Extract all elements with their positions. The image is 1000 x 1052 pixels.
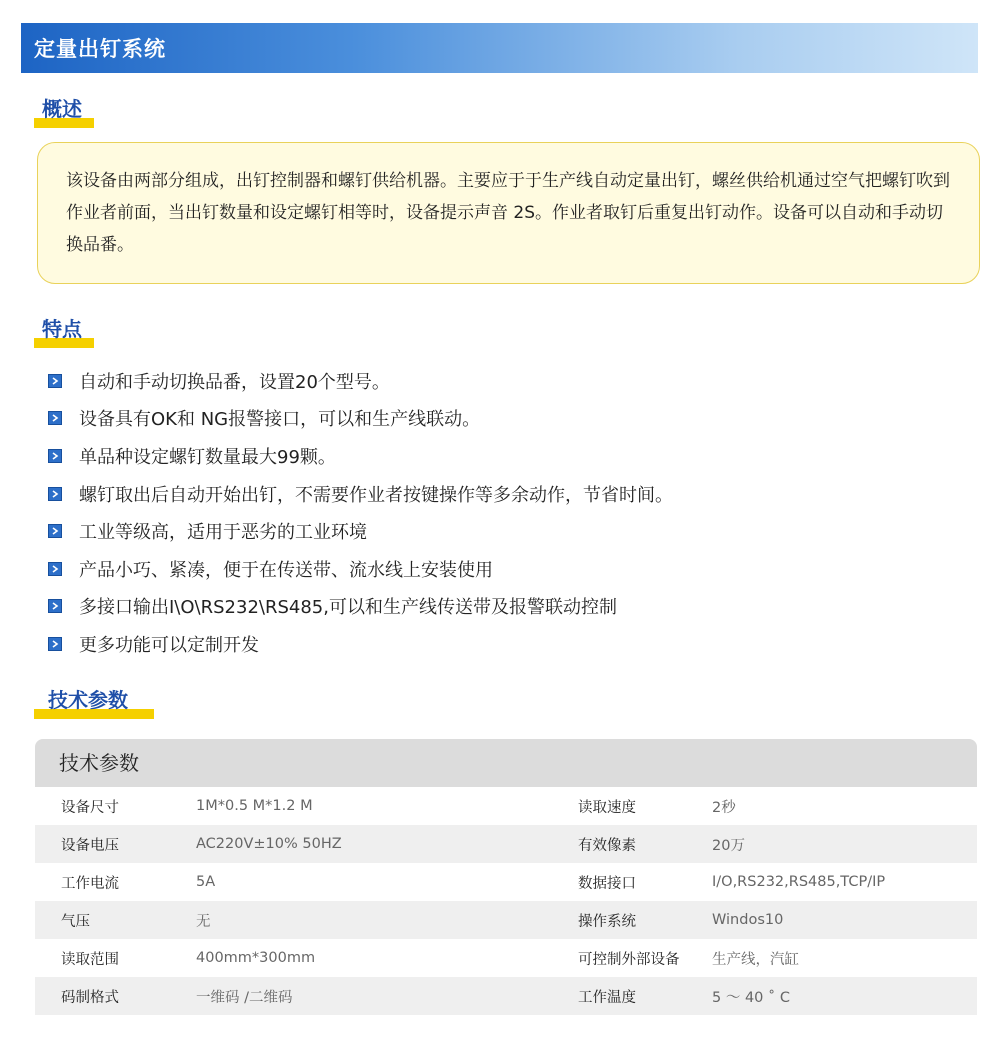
feature-item xyxy=(48,475,948,513)
spec-value: I/O,RS232,RS485,TCP/IP xyxy=(712,874,886,890)
feature-text: 单品种设定螺钉数量最大99颗。 xyxy=(79,446,336,468)
feature-text: 设备具有OK和 NG报警接口，可以和生产线联动。 xyxy=(79,409,481,431)
feature-text: 产品小巧、紧凑，便于在传送带、流水线上安装使用 xyxy=(79,559,493,581)
feature-item xyxy=(48,400,948,438)
feature-item xyxy=(48,588,948,626)
spec-label: 气压 xyxy=(35,901,196,939)
spec-label: 读取范围 xyxy=(61,951,119,968)
spec-label: 数据接口 xyxy=(578,875,636,892)
spec-value: 1M*0.5 M*1.2 M xyxy=(196,798,313,814)
chevron-right-icon xyxy=(48,449,62,463)
spec-label: 设备电压 xyxy=(35,825,196,863)
feature-item xyxy=(48,437,948,475)
section-heading-features xyxy=(34,314,90,348)
table-row xyxy=(35,977,977,1015)
chevron-right-icon xyxy=(48,562,62,576)
spec-value: 5A xyxy=(196,874,216,890)
spec-label: 读取速度 xyxy=(578,799,636,816)
title-banner xyxy=(21,23,978,73)
section-label-features: 特点 xyxy=(42,317,82,341)
overview-text: 该设备由两部分组成，出钉控制器和螺钉供给机器。主要应于于生产线自动定量出钉，螺丝供给机通过空气把螺钉吹到作业者前面，当出钉数量和设定螺钉相等时，设备提示声音 2S。作业者取钉后重复出钉动作。设备可以自动和手动切换品番。 xyxy=(66,171,950,255)
spec-value: 20万 xyxy=(712,825,977,863)
features-list xyxy=(48,362,948,663)
feature-item xyxy=(48,550,948,588)
spec-value: 5 ～ 40 ˚ C xyxy=(712,977,977,1015)
spec-value: AC220V±10% 50HZ xyxy=(196,825,552,863)
table-row xyxy=(35,901,977,939)
spec-label: 工作电流 xyxy=(61,875,119,892)
table-row xyxy=(35,787,977,825)
feature-text: 螺钉取出后自动开始出钉，不需要作业者按键操作等多余动作，节省时间。 xyxy=(79,484,673,506)
chevron-right-icon xyxy=(48,374,62,388)
page-title: 定量出钉系统 xyxy=(34,37,166,61)
spec-value: 400mm*300mm xyxy=(196,950,316,966)
chevron-right-icon xyxy=(48,637,62,651)
chevron-right-icon xyxy=(48,487,62,501)
spec-table-header: 技术参数 xyxy=(35,739,977,787)
spec-label: 可控制外部设备 xyxy=(578,951,680,968)
feature-item xyxy=(48,625,948,663)
section-heading-specs xyxy=(34,685,136,719)
spec-table xyxy=(35,739,977,1015)
spec-value: Windos10 xyxy=(712,901,977,939)
overview-box xyxy=(37,142,980,284)
spec-table-body xyxy=(35,787,977,1015)
table-row xyxy=(35,863,977,901)
feature-text: 多接口输出I\O\RS232\RS485,可以和生产线传送带及报警联动控制 xyxy=(79,597,617,619)
feature-text: 工业等级高，适用于恶劣的工业环境 xyxy=(79,522,367,544)
feature-text: 自动和手动切换品番，设置20个型号。 xyxy=(79,371,390,393)
table-row xyxy=(35,825,977,863)
spec-value: 无 xyxy=(196,901,552,939)
feature-item xyxy=(48,512,948,550)
chevron-right-icon xyxy=(48,411,62,425)
chevron-right-icon xyxy=(48,599,62,613)
spec-value: 生产线，汽缸 xyxy=(712,951,799,968)
spec-value: 2秒 xyxy=(712,799,736,816)
chevron-right-icon xyxy=(48,524,62,538)
spec-label: 码制格式 xyxy=(35,977,196,1015)
feature-item xyxy=(48,362,948,400)
section-heading-overview xyxy=(34,94,90,128)
spec-label: 有效像素 xyxy=(552,825,712,863)
table-row xyxy=(35,939,977,977)
spec-value: 一维码 /二维码 xyxy=(196,977,552,1015)
section-label-overview: 概述 xyxy=(42,97,82,121)
spec-label: 设备尺寸 xyxy=(61,799,119,816)
feature-text: 更多功能可以定制开发 xyxy=(79,634,259,656)
spec-label: 操作系统 xyxy=(552,901,712,939)
section-label-specs: 技术参数 xyxy=(48,688,128,712)
spec-label: 工作温度 xyxy=(552,977,712,1015)
